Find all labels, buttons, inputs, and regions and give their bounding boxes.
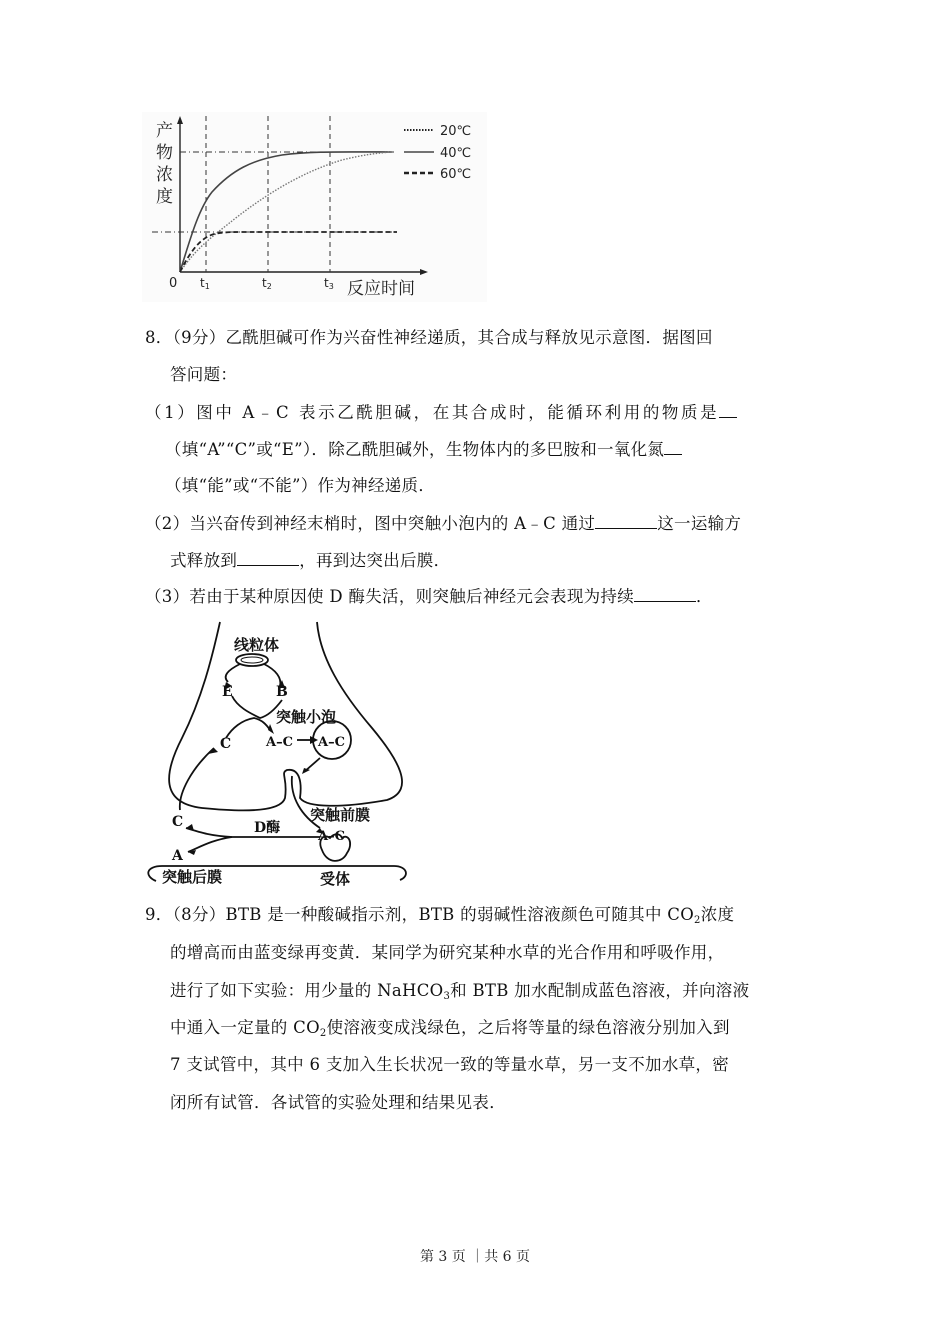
y-axis-label-char: 度 (156, 187, 173, 207)
legend-40c: 40℃ (440, 146, 472, 161)
cycle-arrow-b (264, 664, 280, 686)
label-e: E (222, 684, 233, 700)
legend-60c: 60℃ (440, 167, 472, 182)
legend-20c: 20℃ (440, 124, 472, 139)
product-concentration-chart (142, 112, 487, 302)
synapse-svg (142, 618, 412, 890)
y-axis-label-char: 产 (156, 121, 173, 141)
answer-blank-1[interactable] (719, 401, 737, 418)
label-a: A (172, 848, 183, 864)
q9-line3: 进行了如下实验：用少量的 NaHCO$_3$和 BTB 加水配制成蓝色溶液，并向溶液 (170, 981, 750, 1002)
x-tick-t2: t2 (262, 276, 272, 291)
q8-stem-line1: 8．（9分）乙酰胆碱可作为兴奋性神经递质，其合成与释放见示意图．据图回 (145, 328, 713, 347)
label-ac-vesicle: A–C (318, 735, 345, 750)
q8-part2-line2: 式释放到 ，再到达突出后膜． (170, 551, 451, 570)
x-tick-t1: t1 (200, 276, 210, 291)
label-presynaptic-membrane: 突触前膜 (310, 806, 371, 824)
q8-part3: （3）若由于某种原因使 D 酶失活，则突触后神经元会表现为持续 ． (145, 587, 713, 606)
answer-blank-5[interactable] (634, 585, 696, 602)
label-b: B (276, 684, 288, 700)
label-ac-cleft: A–C (318, 829, 345, 844)
q9-line5: 7 支试管中，其中 6 支加入生长状况一致的等量水草，另一支不加水草，密 (170, 1055, 730, 1074)
label-receptor: 受体 (320, 870, 351, 888)
label-d-enzyme: D酶 (254, 820, 281, 836)
x-axis-label: 反应时间 (347, 279, 415, 299)
q8-part1-line2: （填“A”“C”或“E”）．除乙酰胆碱外，生物体内的多巴胺和一氧化氮 (165, 438, 682, 460)
answer-blank-3[interactable] (595, 512, 657, 529)
y-axis-label-char: 浓 (156, 165, 173, 185)
y-axis-label-char: 物 (156, 143, 173, 163)
q8-part2-line1: （2）当兴奋传到神经末梢时，图中突触小泡内的 A﹣C 通过 这一运输方 (145, 514, 742, 533)
q9-line6: 闭所有试管．各试管的实验处理和结果见表． (170, 1093, 506, 1112)
label-synaptic-vesicle: 突触小泡 (276, 708, 337, 726)
q8-part1-line1: （1）图中 A﹣C 表示乙酰胆碱，在其合成时，能循环利用的物质是 (145, 401, 737, 423)
q9-line1: 9．（8分）BTB 是一种酸碱指示剂，BTB 的弱碱性溶液颜色可随其中 $CO_2$浓度 (145, 905, 735, 926)
origin-label: 0 (169, 276, 178, 291)
label-c-top: C (220, 736, 232, 752)
c-to-cycle (226, 718, 270, 738)
c-reuptake-path (180, 748, 214, 810)
x-tick-t3: t3 (324, 276, 334, 291)
page-footer: 第 3 页 ｜共 6 页 (419, 1249, 531, 1265)
cycle-lower (232, 696, 282, 718)
synapse-diagram (142, 618, 412, 890)
q8-stem-line2: 答问题： (170, 365, 238, 384)
cycle-arrow-e (226, 664, 240, 682)
q8-part1-line3: （填“能”或“不能”）作为神经递质． (165, 476, 436, 495)
label-ac-synthesis: A–C (266, 735, 293, 750)
label-c-bottom: C (172, 814, 184, 830)
chart-svg (142, 112, 487, 302)
q9-line2: 的增高而由蓝变绿再变黄．某同学为研究某种水草的光合作用和呼吸作用， (170, 943, 725, 962)
answer-blank-2[interactable] (664, 438, 682, 455)
label-mitochondria: 线粒体 (234, 636, 280, 654)
label-postsynaptic-membrane: 突触后膜 (162, 868, 223, 886)
answer-blank-4[interactable] (237, 549, 299, 566)
q9-line4: 中通入一定量的 $CO_2$使溶液变成浅绿色，之后将等量的绿色溶液分别加入到 (170, 1018, 730, 1039)
